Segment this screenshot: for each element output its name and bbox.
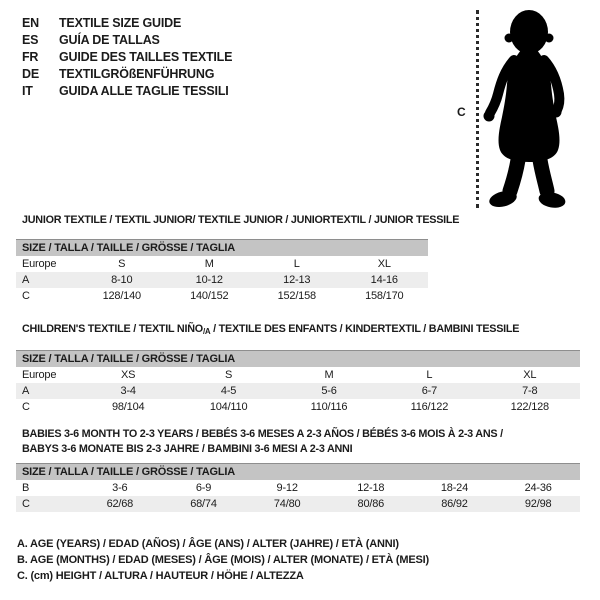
size-cell: 92/98 (496, 496, 580, 512)
size-cell: 6-9 (195, 482, 212, 494)
table-row (16, 480, 580, 496)
footnotes (17, 536, 429, 584)
table-row (16, 383, 580, 399)
size-cell: S (118, 258, 126, 270)
row-label: C (22, 290, 30, 302)
size-cell: 140/152 (190, 290, 229, 302)
size-cell: 62/68 (78, 496, 162, 512)
babies-table-title (22, 427, 503, 457)
size-cell: 3-6 (112, 482, 128, 494)
children-size-table (16, 350, 580, 415)
lang-code: FR (22, 50, 39, 64)
lang-code: IT (22, 84, 33, 98)
lang-title: GUÍA DE TALLAS (59, 33, 160, 47)
lang-title: TEXTILGRÖßENFÜHRUNG (59, 67, 215, 81)
lang-code: ES (22, 33, 39, 47)
toddler-silhouette-icon (450, 6, 595, 214)
footnote-b: B. AGE (MONTHS) / EDAD (MESES) / ÂGE (MOIS) / ALTER (MONATE) / ETÀ (MESI) (17, 554, 429, 566)
lang-title: GUIDE DES TAILLES TEXTILE (59, 50, 233, 64)
lang-row-de (22, 66, 232, 83)
size-cell: 80/86 (329, 496, 413, 512)
size-cell: L (293, 258, 300, 270)
size-cell: 8-10 (78, 272, 166, 288)
size-cell: 104/110 (209, 401, 248, 413)
size-cell: XL (377, 258, 391, 270)
table-row (16, 496, 580, 512)
size-cell: M (324, 369, 334, 381)
table-row (16, 288, 428, 304)
size-cell: 24-36 (524, 482, 552, 494)
children-title-text: CHILDREN'S TEXTILE / TEXTIL NIÑO (22, 323, 203, 335)
lang-title: TEXTILE SIZE GUIDE (59, 16, 182, 30)
lang-title: GUIDA ALLE TAGLIE TESSILI (59, 84, 229, 98)
height-measure-label: C (457, 105, 466, 119)
babies-title-line2: BABYS 3-6 MONATE BIS 2-3 JAHRE / BAMBINI 3-6 MESI A 2-3 ANNI (22, 443, 353, 455)
lang-code: DE (22, 67, 39, 81)
size-cell: 74/80 (245, 496, 329, 512)
row-label: B (22, 482, 30, 494)
size-cell: 10-12 (166, 272, 254, 288)
size-cell: 6-7 (379, 383, 479, 399)
size-cell: 3-4 (78, 383, 178, 399)
lang-code: EN (22, 16, 39, 30)
size-cell: XL (523, 369, 537, 381)
children-table-title (22, 323, 519, 336)
babies-title-line1: BABIES 3-6 MONTH TO 2-3 YEARS / BEBÉS 3-6 MESES A 2-3 AÑOS / BÉBÉS 3-6 MOIS À 2-3 ANS / (22, 428, 503, 440)
size-cell: 12-13 (253, 272, 341, 288)
size-cell: 110/116 (310, 401, 348, 413)
table-row (16, 256, 428, 272)
lang-row-it (22, 83, 232, 100)
footnote-a: A. AGE (YEARS) / EDAD (AÑOS) / ÂGE (ANS) / ALTER (JAHRE) / ETÀ (ANNI) (17, 538, 399, 550)
language-title-list (22, 15, 232, 100)
baby-figure (450, 6, 595, 214)
children-title-text: / TEXTILE DES ENFANTS / KINDERTEXTIL / BAMBINI TESSILE (210, 323, 520, 335)
children-title-subscript: /A (202, 327, 211, 336)
size-cell: 18-24 (440, 482, 469, 494)
size-cell: L (426, 369, 433, 381)
size-cell: 12-18 (357, 482, 385, 494)
size-header-bar: SIZE / TALLA / TAILLE / GRÖSSE / TAGLIA (16, 240, 428, 257)
size-cell: 158/170 (365, 290, 404, 302)
size-cell: 98/104 (111, 401, 145, 413)
row-label: A (16, 383, 78, 399)
row-label: A (16, 272, 78, 288)
row-label: C (22, 401, 30, 413)
size-cell: 7-8 (480, 383, 580, 399)
junior-table-title: JUNIOR TEXTILE / TEXTIL JUNIOR/ TEXTILE JUNIOR / JUNIORTEXTIL / JUNIOR TESSILE (22, 214, 460, 226)
lang-row-es (22, 32, 232, 49)
size-cell: 4-5 (178, 383, 278, 399)
row-label: C (16, 496, 78, 512)
row-label: Europe (22, 258, 57, 270)
size-cell: 122/128 (510, 401, 549, 413)
size-cell: 14-16 (341, 272, 429, 288)
size-cell: 152/158 (277, 290, 316, 302)
size-cell: M (204, 258, 214, 270)
lang-row-fr (22, 49, 232, 66)
size-cell: XS (121, 369, 136, 381)
table-row (16, 399, 580, 415)
row-label: Europe (22, 369, 57, 381)
size-cell: 9-12 (276, 482, 298, 494)
footnote-c: C. (cm) HEIGHT / ALTURA / HAUTEUR / HÖHE / ALTEZZA (17, 570, 304, 582)
size-cell: 116/122 (410, 401, 449, 413)
size-cell: S (225, 369, 233, 381)
size-header-bar: SIZE / TALLA / TAILLE / GRÖSSE / TAGLIA (16, 351, 580, 368)
size-cell: 68/74 (162, 496, 246, 512)
size-cell: 86/92 (413, 496, 497, 512)
table-row (16, 367, 580, 383)
junior-size-table (16, 239, 428, 304)
lang-row-en (22, 15, 232, 32)
size-header-bar: SIZE / TALLA / TAILLE / GRÖSSE / TAGLIA (16, 464, 580, 481)
size-cell: 128/140 (102, 290, 141, 302)
size-cell: 5-6 (279, 383, 379, 399)
table-row (16, 272, 428, 288)
babies-size-table (16, 463, 580, 512)
